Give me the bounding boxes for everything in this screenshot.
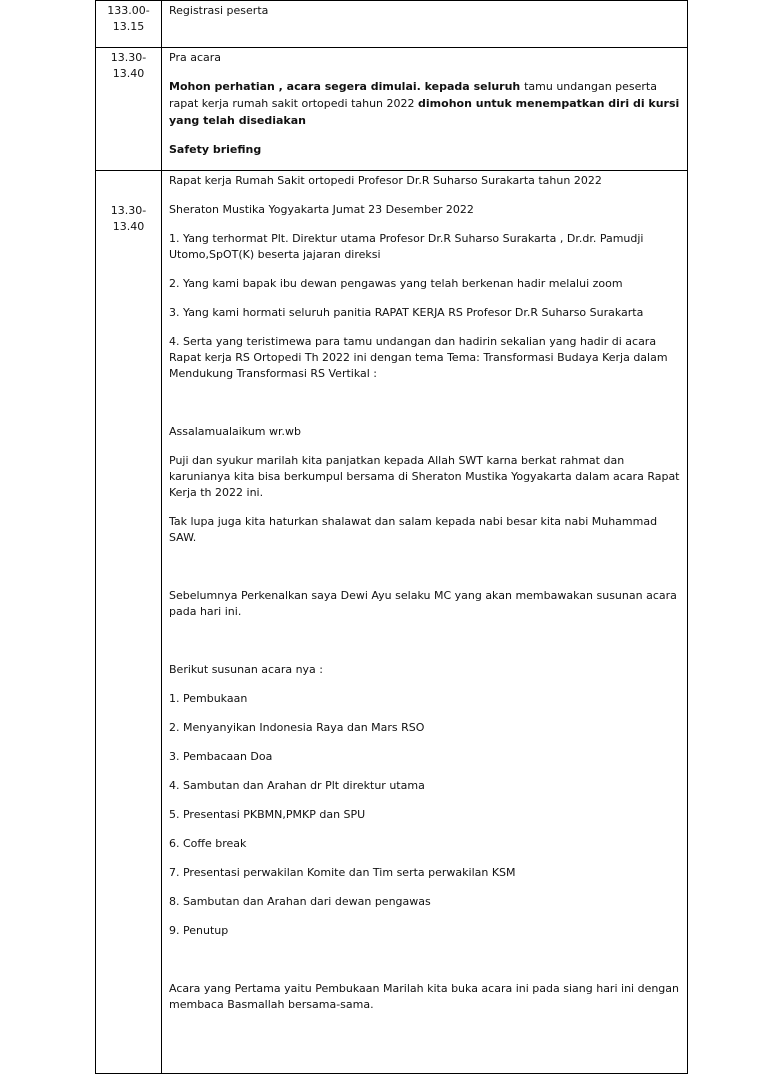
table-row (96, 171, 688, 1074)
greeting-4: 4. Serta yang teristimewa para tamu undangan dan hadirin sekalian yang hadir di acara Rapat kerja RS Ortopedi Th 2022 ini dengan tema Tema: Transformasi Budaya Kerja dalam Mendukung Transformasi RS Vertikal : (169, 335, 668, 380)
agenda-title: Berikut susunan acara nya : (169, 663, 324, 676)
time-start: 133.00- (107, 4, 150, 17)
announcement-paragraph (169, 78, 681, 129)
greeting-3: 3. Yang kami hormati seluruh panitia RAPAT KERJA RS Profesor Dr.R Suharso Surakarta (169, 306, 644, 319)
time-start: 13.30- (110, 204, 147, 217)
content-cell (162, 48, 688, 171)
table-row (96, 48, 688, 171)
time-end: 13.40 (112, 67, 145, 80)
pre-event-label: Pra acara (169, 51, 221, 64)
agenda-item: 3. Pembacaan Doa (169, 750, 273, 763)
mc-intro: Sebelumnya Perkenalkan saya Dewi Ayu selaku MC yang akan membawakan susunan acara pada hari ini. (169, 589, 677, 618)
agenda-item: 4. Sambutan dan Arahan dr Plt direktur utama (169, 779, 425, 792)
table-row (96, 1, 688, 48)
agenda-item: 1. Pembukaan (169, 692, 248, 705)
time-cell (96, 48, 162, 171)
salam: Assalamualaikum wr.wb (169, 425, 302, 438)
agenda-item: 6. Coffe break (169, 837, 247, 850)
event-venue: Sheraton Mustika Yogyakarta Jumat 23 Desember 2022 (169, 203, 474, 216)
agenda-item: 9. Penutup (169, 924, 229, 937)
greeting-1: 1. Yang terhormat Plt. Direktur utama Profesor Dr.R Suharso Surakarta , Dr.dr. Pamudji Utomo,SpOT(K) beserta jajaran direksi (169, 232, 644, 261)
shalawat-paragraph: Tak lupa juga kita haturkan shalawat dan salam kepada nabi besar kita nabi Muhammad SAW. (169, 515, 658, 544)
agenda-item: 5. Presentasi PKBMN,PMKP dan SPU (169, 808, 366, 821)
registration-text: Registrasi peserta (169, 4, 269, 17)
greeting-2: 2. Yang kami bapak ibu dewan pengawas yang telah berkenan hadir melalui zoom (169, 277, 623, 290)
time-end: 13.40 (112, 220, 145, 233)
puji-paragraph: Puji dan syukur marilah kita panjatkan kepada Allah SWT karna berkat rahmat dan karunianya kita bisa berkumpul bersama di Sheraton Mustika Yogyakarta dalam acara Rapat Kerja th 2022 ini. (169, 454, 680, 499)
agenda-item: 7. Presentasi perwakilan Komite dan Tim serta perwakilan KSM (169, 866, 516, 879)
time-end: 13.15 (112, 20, 145, 33)
content-cell (162, 1, 688, 48)
schedule-table (95, 0, 688, 1074)
safety-briefing: Safety briefing (169, 143, 262, 156)
event-title: Rapat kerja Rumah Sakit ortopedi Profesor Dr.R Suharso Surakarta tahun 2022 (169, 174, 602, 187)
time-cell (96, 171, 162, 1074)
announcement-bold-c: dimohon untuk menempatkan diri di kursi yang telah disediakan (169, 97, 680, 127)
announcement-normal-b: tamu undangan peserta rapat kerja rumah sakit ortopedi tahun 2022 (169, 80, 657, 110)
agenda-item: 8. Sambutan dan Arahan dari dewan pengawas (169, 895, 431, 908)
agenda-item: 2. Menyanyikan Indonesia Raya dan Mars RSO (169, 721, 425, 734)
closing-paragraph: Acara yang Pertama yaitu Pembukaan Marilah kita buka acara ini pada siang hari ini dengan membaca Basmallah bersama-sama. (169, 982, 680, 1011)
announcement-bold-a: Mohon perhatian , acara segera dimulai. kepada seluruh (169, 80, 525, 93)
content-cell (162, 171, 688, 1074)
time-start: 13.30- (110, 51, 147, 64)
time-cell (96, 1, 162, 48)
